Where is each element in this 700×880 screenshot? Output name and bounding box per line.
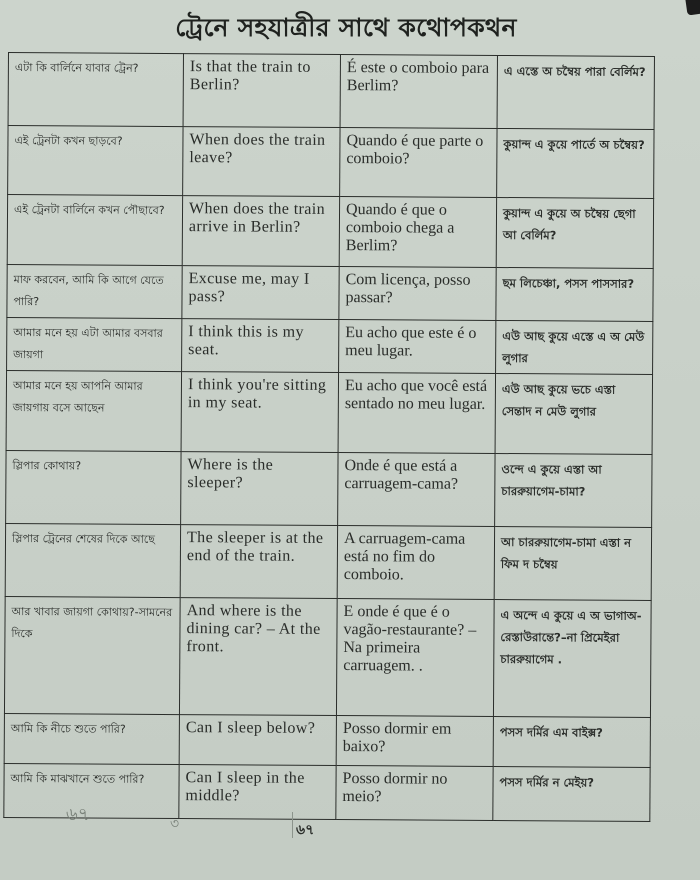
table-row	[7, 317, 653, 374]
portuguese-cell: Quando é que parte o comboio?	[340, 128, 497, 198]
portuguese-cell: Onde é que está a carruagem-cama?	[338, 453, 495, 527]
pronunciation-cell: আ চাররুয়াগেম-চামা এস্তা ন ফিম দ চম্বৈয়	[494, 526, 651, 600]
table-row	[6, 370, 652, 454]
bengali-cell: স্লিপার ট্রেনের শেষের দিকে আছে	[5, 523, 180, 597]
pronunciation-cell: এ এস্তে অ চম্বৈয় পারা বের্লিম?	[497, 55, 654, 129]
pronunciation-cell: ওন্দে এ কুয়ে এস্তা আ চাররুয়াগেম-চামা?	[495, 453, 652, 527]
table-row	[8, 53, 654, 130]
pronunciation-cell: পসস দর্মির ন মেইয়?	[493, 766, 650, 821]
pronunciation-cell: ছম লিচেঞ্চা, পসস পাসসার?	[496, 267, 653, 321]
table-row	[7, 264, 653, 321]
portuguese-cell: Eu acho que este é o meu lugar.	[339, 320, 496, 374]
page-number-divider	[292, 812, 293, 838]
page-number: ৬৭	[296, 822, 315, 838]
handwritten-mark: ৩	[170, 816, 180, 832]
english-cell: Where is the sleeper?	[181, 452, 338, 526]
handwritten-mark: ৬৭	[66, 804, 90, 825]
pronunciation-cell: এউ আছ কুয়ে ভচে এস্তা সেন্তাদ ন মেউ লুগার	[495, 373, 652, 454]
pronunciation-cell: পসস দর্মির এম বাইক্স?	[493, 716, 650, 767]
table-row	[6, 450, 652, 527]
bengali-cell: এটা কি বার্লিনে যাবার ট্রেন?	[8, 53, 183, 127]
english-cell: When does the train arrive in Berlin?	[182, 196, 339, 267]
bengali-cell: মাফ করবেন, আমি কি আগে যেতে পারি?	[7, 264, 182, 318]
pronunciation-cell: কুয়ান্দ এ কুয়ে পার্তে অ চম্বৈয়?	[497, 128, 654, 198]
english-cell: When does the train leave?	[183, 127, 340, 197]
pronunciation-cell: এউ আছ কুয়ে এস্তে এ অ মেউ লুগার	[496, 320, 653, 374]
english-cell: And where is the dining car? – At the front.	[179, 598, 337, 716]
bengali-cell: আমি কি নীচে শুতে পারি?	[4, 713, 179, 764]
phrase-table-wrap	[3, 52, 655, 822]
table-row	[4, 763, 650, 821]
english-cell: I think you're sitting in my seat.	[181, 372, 338, 453]
bengali-cell: আমার মনে হয় আপনি আমার জায়গায় বসে আছেন	[6, 370, 181, 451]
english-cell: Can I sleep in the middle?	[179, 765, 336, 820]
portuguese-cell: Eu acho que você está sentado no meu lugar.	[338, 373, 495, 454]
table-row	[4, 596, 651, 717]
table-row	[7, 195, 653, 269]
portuguese-cell: Posso dormir no meio?	[336, 766, 493, 821]
english-cell: Excuse me, may I pass?	[182, 266, 339, 320]
portuguese-cell: Quando é que o comboio chega a Berlim?	[339, 197, 496, 268]
bengali-cell: এই ট্রেনটা বার্লিনে কখন পৌছাবে?	[7, 195, 182, 266]
bengali-cell: আমার মনে হয় এটা আমার বসবার জায়গা	[7, 317, 182, 371]
english-cell: Is that the train to Berlin?	[183, 54, 340, 128]
phrase-table	[3, 52, 655, 822]
table-row	[4, 713, 650, 767]
portuguese-cell: A carruagem-cama está no fim do comboio.	[337, 526, 494, 600]
pronunciation-cell: এ অন্দে এ কুয়ে এ অ ভাগাঅ-রেস্তাউরান্তে?–না প্রিমেইরা চাররুয়াগেম .	[493, 599, 651, 717]
english-cell: Can I sleep below?	[179, 715, 336, 766]
pronunciation-cell: কুয়ান্দ এ কুয়ে অ চম্বৈয় ছেগা আ বের্লিম?	[496, 197, 653, 268]
table-row	[5, 523, 651, 600]
bengali-cell: আর খাবার জায়গা কোথায়?-সামনের দিকে	[4, 596, 180, 714]
bengali-cell: স্লিপার কোথায়?	[6, 450, 181, 524]
table-row	[8, 126, 654, 199]
portuguese-cell: É este o comboio para Berlim?	[340, 55, 497, 129]
bengali-cell: আমি কি মাঝখানে শুতে পারি?	[4, 763, 179, 818]
portuguese-cell: Posso dormir em baixo?	[336, 716, 493, 767]
portuguese-cell: Com licença, posso passar?	[339, 267, 496, 321]
english-cell: The sleeper is at the end of the train.	[180, 525, 337, 599]
portuguese-cell: E onde é que é o vagão-restaurante? – Na primeira carruagem. .	[336, 599, 494, 717]
bengali-cell: এই ট্রেনটা কখন ছাড়বে?	[8, 126, 183, 196]
page-title: ট্রেনে সহযাত্রীর সাথে কথোপকথন	[175, 13, 517, 42]
english-cell: I think this is my seat.	[182, 319, 339, 373]
